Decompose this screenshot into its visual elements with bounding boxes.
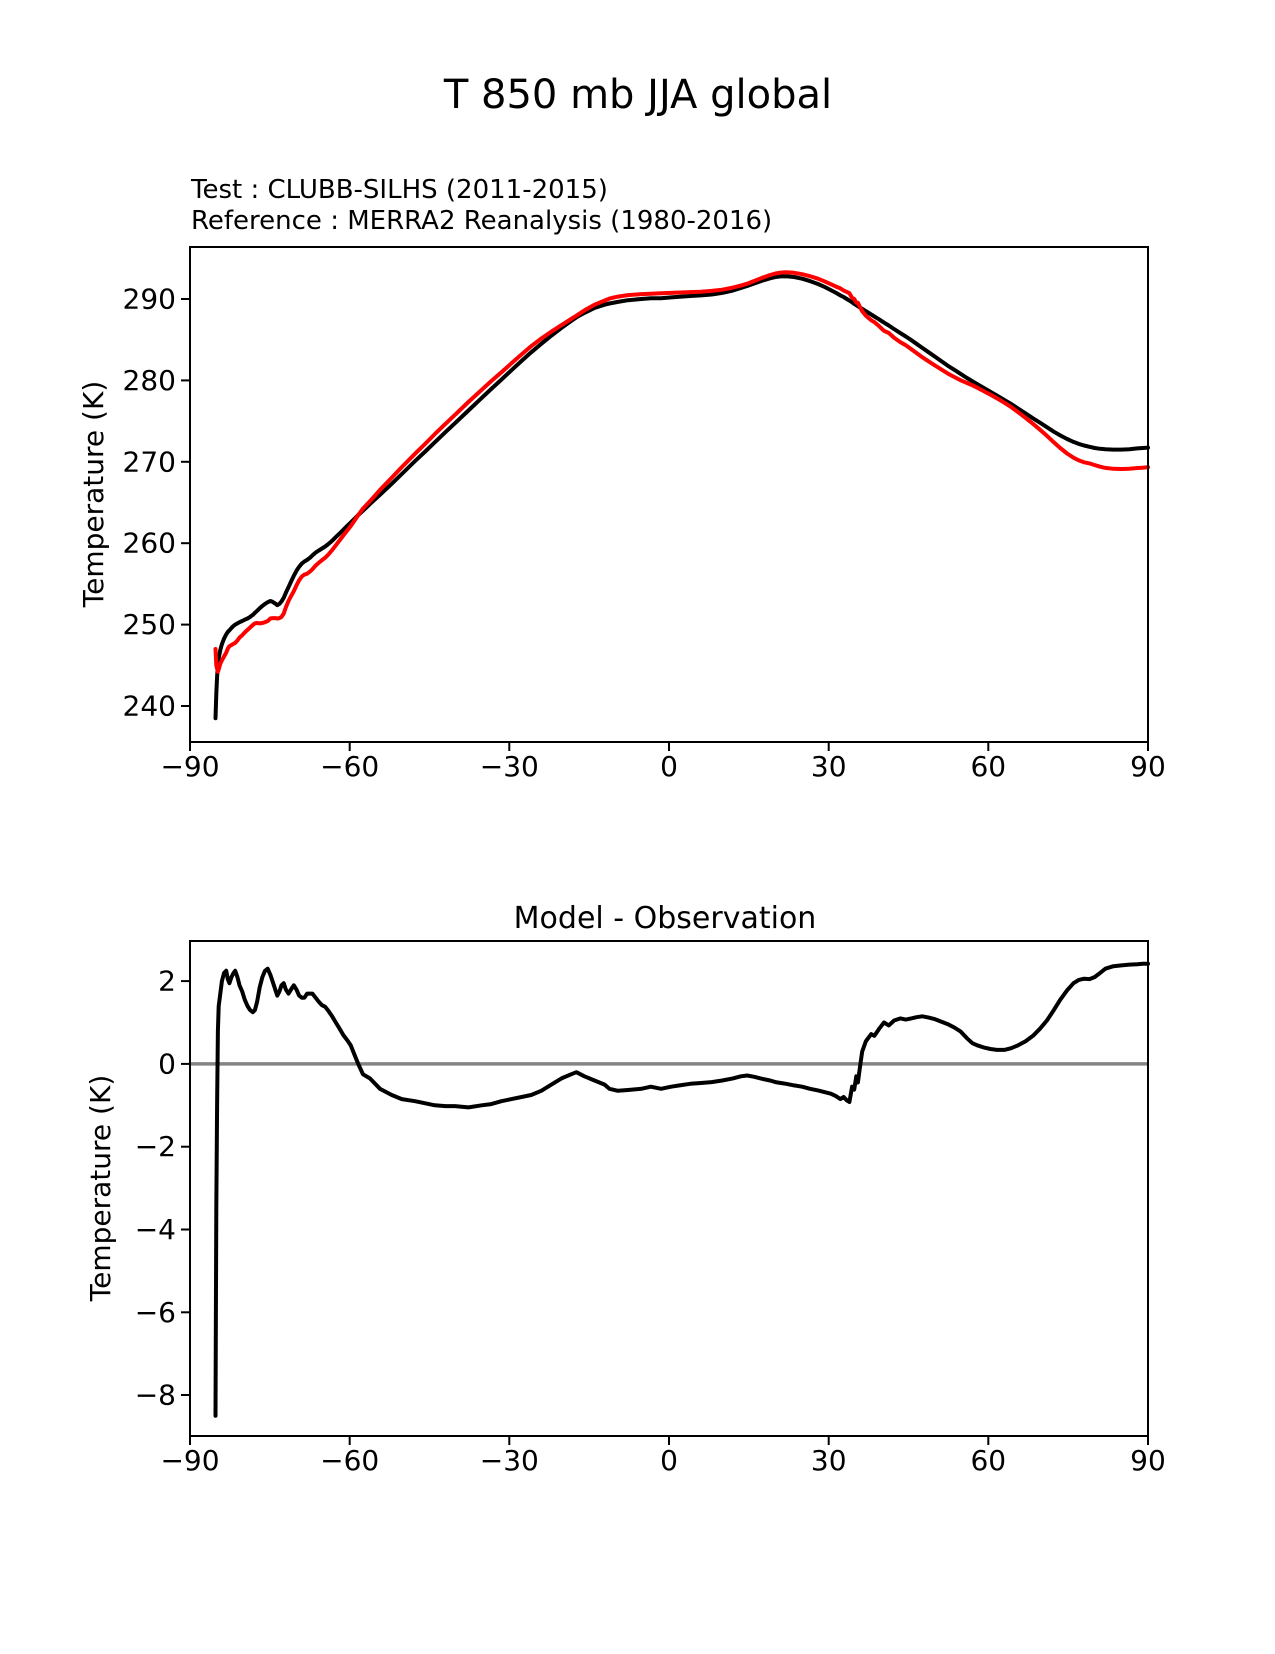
top-chart-ticks (181, 299, 1148, 751)
x-tick-label: 0 (660, 750, 678, 783)
top-chart-series (216, 272, 1149, 718)
model-line (216, 276, 1149, 718)
y-tick-label: 260 (122, 526, 176, 560)
y-tick-label: −6 (134, 1295, 176, 1329)
bottom-chart-tick-labels (135, 965, 1166, 1477)
y-tick-label: 280 (122, 363, 176, 397)
top-chart-ylabel: Temperature (K) (77, 380, 110, 608)
x-tick-label: 30 (810, 750, 847, 783)
reference-line (216, 272, 1149, 672)
x-tick-label: 0 (660, 1444, 678, 1477)
figure-title: T 850 mb JJA global (443, 72, 833, 118)
x-tick-label: 90 (1130, 750, 1166, 783)
y-tick-label: −4 (134, 1213, 176, 1246)
y-tick-label: 270 (122, 445, 176, 479)
y-tick-label: −2 (134, 1130, 176, 1164)
top-chart-tick-labels (123, 283, 1166, 784)
x-tick-label: −60 (320, 750, 380, 783)
top-plot-border (190, 247, 1148, 742)
x-tick-label: −30 (479, 1444, 539, 1477)
bottom-chart (84, 901, 1166, 1477)
bottom-chart-ylabel: Temperature (K) (84, 1074, 117, 1302)
legend-reference-label: Reference : MERRA2 Reanalysis (1980-2016) (191, 206, 773, 236)
bottom-chart-series (216, 964, 1149, 1416)
y-tick-label: 2 (158, 964, 176, 998)
top-chart (77, 247, 1166, 783)
y-tick-label: 290 (122, 282, 176, 316)
legend-test-label: Test : CLUBB-SILHS (2011-2015) (191, 175, 608, 205)
x-tick-label: 30 (810, 1444, 847, 1477)
y-tick-label: 240 (122, 689, 176, 723)
difference-line (216, 964, 1149, 1416)
x-tick-label: 60 (970, 1444, 1007, 1477)
x-tick-label: −30 (479, 750, 539, 783)
y-tick-label: 0 (158, 1047, 176, 1081)
bottom-chart-title: Model - Observation (513, 901, 817, 936)
x-tick-label: −60 (320, 1444, 380, 1477)
y-tick-label: 250 (122, 608, 176, 642)
x-tick-label: 90 (1130, 1444, 1166, 1477)
y-tick-label: −8 (134, 1378, 176, 1412)
x-tick-label: −90 (160, 1444, 220, 1477)
x-tick-label: 60 (970, 750, 1007, 783)
x-tick-label: −90 (160, 750, 220, 783)
